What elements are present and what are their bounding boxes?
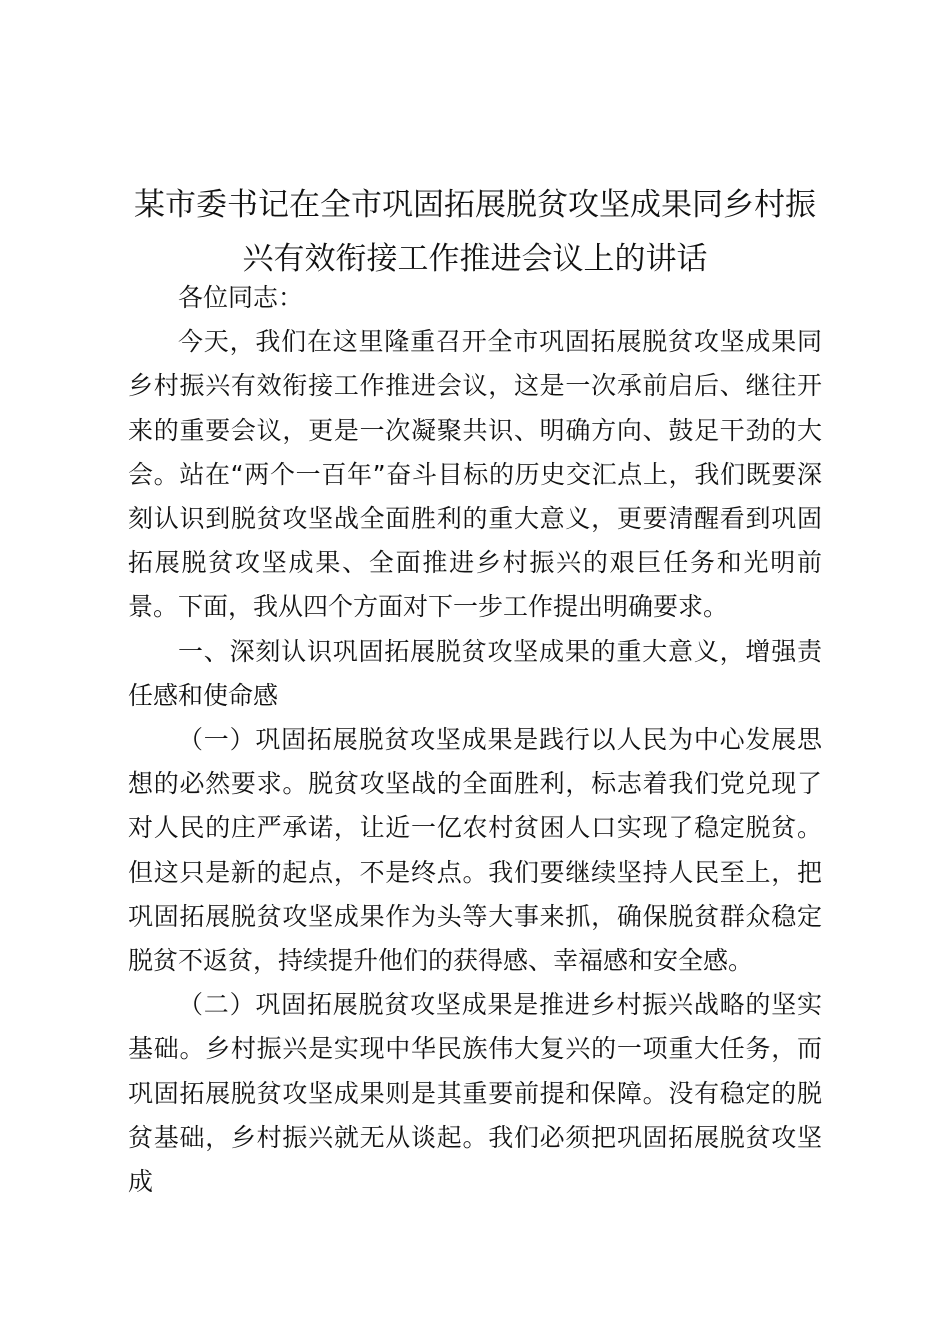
paragraph-point-1: （一）巩固拓展脱贫攻坚成果是践行以人民为中心发展思想的必然要求。脱贫攻坚战的全面胜利，标志着我们党兑现了对人民的庄严承诺，让近一亿农村贫困人口实现了稳定脱贫。但这只是新的起点，不是终点。我们要继续坚持人民至上，把巩固拓展脱贫攻坚成果作为头等大事来抓，确保脱贫群众稳定脱贫不返贫，持续提升他们的获得感、幸福感和安全感。 [128,725,822,976]
paragraph-opening: 今天，我们在这里隆重召开全市巩固拓展脱贫攻坚成果同乡村振兴有效衔接工作推进会议，这是一次承前启后、继往开来的重要会议，更是一次凝聚共识、明确方向、鼓足干劲的大会。站在“两个一百年”奋斗目标的历史交汇点上，我们既要深刻认识到脱贫攻坚战全面胜利的重大意义，更要清醒看到巩固拓展脱贫攻坚成果、全面推进乡村振兴的艰巨任务和光明前景。下面，我从四个方面对下一步工作提出明确要求。 [128,327,822,622]
document-body [128,276,822,1204]
salutation: 各位同志： [178,283,304,312]
paragraph-point-2: （二）巩固拓展脱贫攻坚成果是推进乡村振兴战略的坚实基础。乡村振兴是实现中华民族伟大复兴的一项重大任务，而巩固拓展脱贫攻坚成果则是其重要前提和保障。没有稳定的脱贫基础，乡村振兴就无从谈起。我们必须把巩固拓展脱贫攻坚成 [128,990,822,1197]
document-title: 某市委书记在全市巩固拓展脱贫攻坚成果同乡村振兴有效衔接工作推进会议上的讲话 [134,187,816,277]
section-heading-1: 一、深刻认识巩固拓展脱贫攻坚成果的重大意义，增强责任感和使命感 [128,636,822,710]
